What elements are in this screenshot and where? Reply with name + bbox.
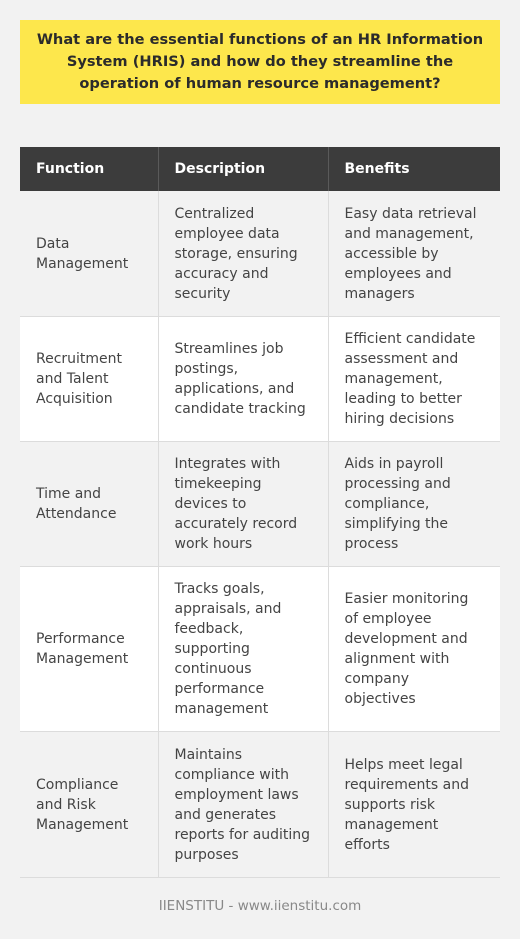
cell-function: Data Management <box>20 191 158 317</box>
cell-function: Time and Attendance <box>20 442 158 567</box>
table-row <box>20 191 500 317</box>
table-row <box>20 317 500 442</box>
table-row <box>20 732 500 878</box>
cell-benefits: Easier monitoring of employee development and alignment with company objectives <box>328 567 500 732</box>
header-benefits: Benefits <box>328 147 500 191</box>
table-row <box>20 442 500 567</box>
cell-description: Integrates with timekeeping devices to accurately record work hours <box>158 442 328 567</box>
table-header-row <box>20 147 500 191</box>
cell-function: Compliance and Risk Management <box>20 732 158 878</box>
cell-benefits: Efficient candidate assessment and management, leading to better hiring decisions <box>328 317 500 442</box>
hris-functions-table <box>20 147 500 878</box>
cell-benefits: Helps meet legal requirements and supports risk management efforts <box>328 732 500 878</box>
cell-function: Performance Management <box>20 567 158 732</box>
cell-benefits: Easy data retrieval and management, accessible by employees and managers <box>328 191 500 317</box>
cell-function: Recruitment and Talent Acquisition <box>20 317 158 442</box>
cell-benefits: Aids in payroll processing and compliance, simplifying the process <box>328 442 500 567</box>
cell-description: Centralized employee data storage, ensuring accuracy and security <box>158 191 328 317</box>
table-row <box>20 567 500 732</box>
cell-description: Streamlines job postings, applications, and candidate tracking <box>158 317 328 442</box>
footer-credit: IIENSTITU - www.iienstitu.com <box>158 898 362 914</box>
header-function: Function <box>20 147 158 191</box>
cell-description: Maintains compliance with employment laws and generates reports for auditing purposes <box>158 732 328 878</box>
title-banner <box>20 20 500 104</box>
cell-description: Tracks goals, appraisals, and feedback, supporting continuous performance management <box>158 567 328 732</box>
header-description: Description <box>158 147 328 191</box>
page-title: What are the essential functions of an HR Information System (HRIS) and how do they streamline the operation of human resource management? <box>36 31 484 92</box>
